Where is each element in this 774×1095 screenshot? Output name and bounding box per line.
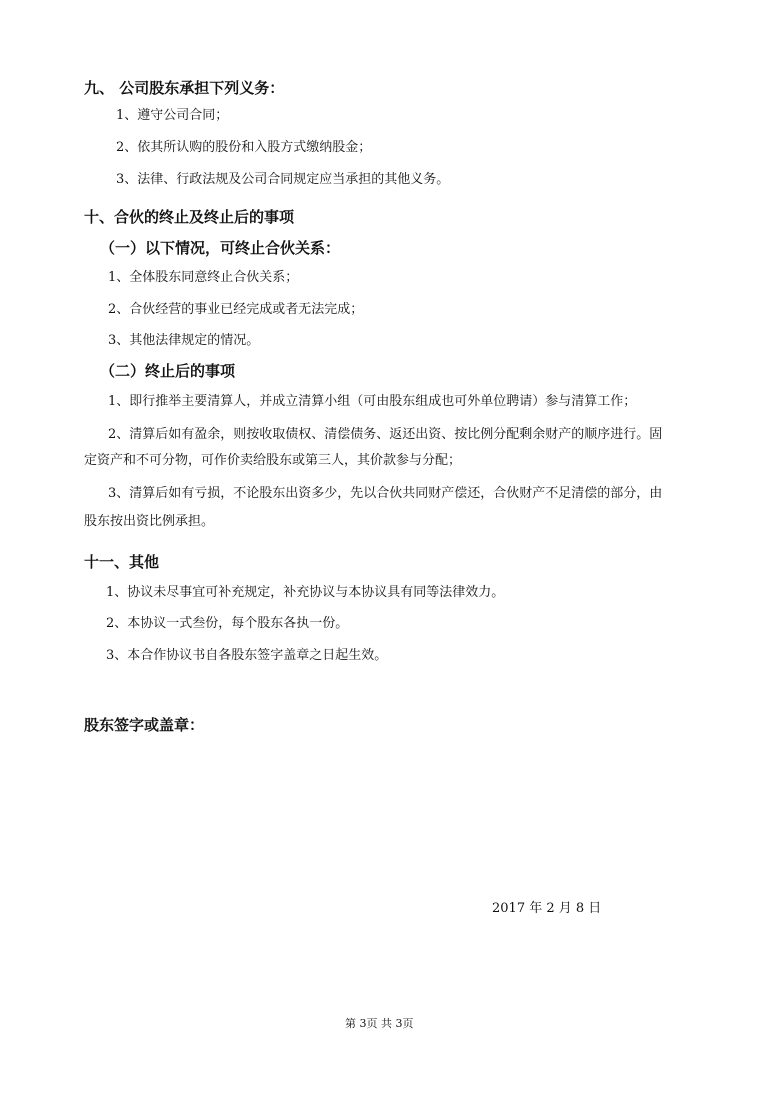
section-10-sub-2-heading: （二）终止后的事项 xyxy=(100,362,236,380)
section-10-sub-1-item-1: 1、全体股东同意终止合伙关系； xyxy=(108,270,299,285)
page-footer: 第 3页 共 3页 xyxy=(345,1017,414,1030)
section-10-sub-1-item-3: 3、其他法律规定的情况。 xyxy=(108,333,260,348)
signature-label: 股东签字或盖章： xyxy=(84,716,205,734)
section-9-heading: 九、 公司股东承担下列义务： xyxy=(84,79,285,97)
section-11-item-2: 2、本协议一式叁份，每个股东各执一份。 xyxy=(106,616,349,631)
section-9-item-1: 1、遵守公司合同； xyxy=(116,108,229,123)
section-11-item-1: 1、协议未尽事宜可补充规定，补充协议与本协议具有同等法律效力。 xyxy=(106,585,505,600)
section-10-sub-2-item-3-line-2: 股东按出资比例承担。 xyxy=(84,514,215,529)
section-10-sub-2-item-2-line-1: 2、清算后如有盈余，则按收取债权、清偿债务、返还出资、按比例分配剩余财产的顺序进行。固 xyxy=(108,427,663,442)
section-10-sub-2-item-2-line-2: 定资产和不可分物，可作价卖给股东或第三人，其价款参与分配； xyxy=(84,453,462,468)
section-10-sub-1-item-2: 2、合伙经营的事业已经完成或者无法完成； xyxy=(108,302,364,317)
section-10-heading: 十、合伙的终止及终止后的事项 xyxy=(84,208,295,226)
section-9-item-3: 3、法律、行政法规及公司合同规定应当承担的其他义务。 xyxy=(116,172,450,187)
section-10-sub-2-item-1: 1、即行推举主要清算人，并成立清算小组（可由股东组成也可外单位聘请）参与清算工作； xyxy=(108,394,637,409)
section-10-sub-2-item-3-line-1: 3、清算后如有亏损，不论股东出资多少，先以合伙共同财产偿还，合伙财产不足清偿的部分，由 xyxy=(108,486,663,501)
section-10-sub-1-heading: （一）以下情况，可终止合伙关系： xyxy=(100,239,341,257)
section-11-heading: 十一、其他 xyxy=(84,553,160,571)
section-9-item-2: 2、依其所认购的股份和入股方式缴纳股金； xyxy=(116,140,372,155)
signing-date: 2017 年 2 月 8 日 xyxy=(492,901,602,916)
section-11-item-3: 3、本合作协议书自各股东签字盖章之日起生效。 xyxy=(106,648,388,663)
